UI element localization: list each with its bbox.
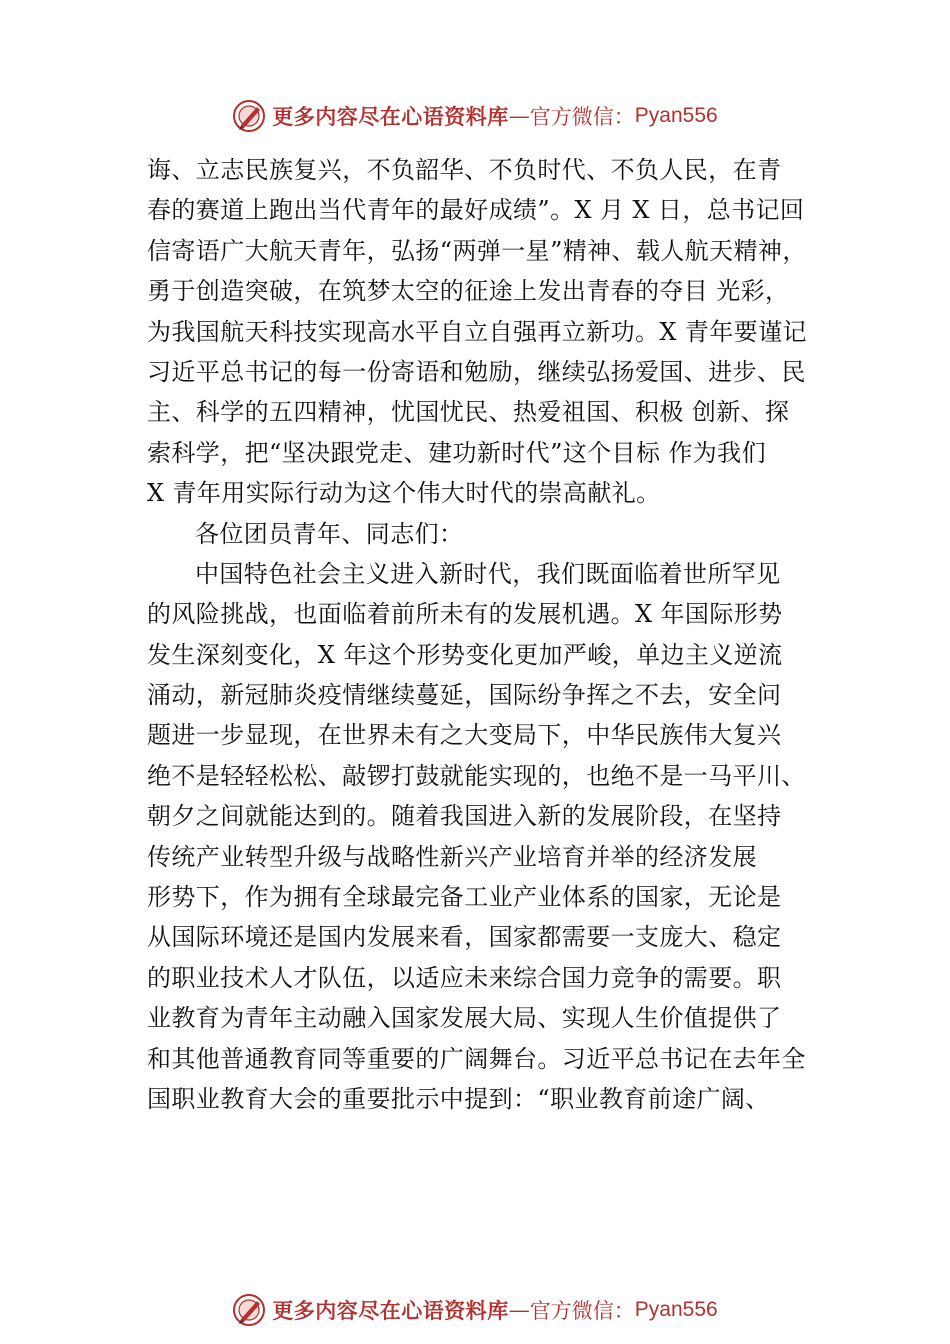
text-line: 发生深刻变化，X 年这个形势变化更加严峻，单边主义逆流 [147,640,783,669]
pen-seal-icon [232,99,266,133]
footer-brand-text: 更多内容尽在心语资料库 [272,1298,509,1323]
text-line: 绝不是轻轻松松、敲锣打鼓就能实现的，也绝不是一马平川、 [147,761,806,790]
footer-watermark [0,1290,950,1330]
text-line: 题进一步显现，在世界未有之大变局下，中华民族伟大复兴 [147,721,782,750]
text-line: 为我国航天科技实现高水平自立自强再立新功。X 青年要谨记 [147,317,807,346]
text-line: 勇于创造突破，在筑梦太空的征途上发出青春的夺目 光彩， [147,277,790,306]
header-wechat-id: Pyan556 [634,104,718,127]
header-dash: — [508,104,530,128]
text-line: 的职业技术人才队伍，以适应未来综合国力竞争的需要。职 [147,963,782,992]
text-line: 的风险挑战，也面临着前所未有的发展机遇。X 年国际形势 [147,600,783,629]
paragraph-start-line: 中国特色社会主义进入新时代，我们既面临着世所罕见 [195,559,781,588]
text-line: 业教育为青年主动融入国家发展大局、实现人生价值提供了 [147,1004,782,1033]
text-line: 传统产业转型升级与战略性新兴产业培育并举的经济发展 [147,842,757,871]
text-line: 主、科学的五四精神，忧国忧民、热爱祖国、积极 创新、探 [147,398,790,427]
text-line: 信寄语广大航天青年，弘扬“两弹一星”精神、载人航天精神， [147,236,807,265]
text-line: 形势下，作为拥有全球最完备工业产业体系的国家，无论是 [147,883,782,912]
header-wechat-label: 官方微信： [529,105,635,129]
text-line: 国职业教育大会的重要批示中提到：“职业教育前途广阔、 [147,1084,770,1113]
header-brand-text: 更多内容尽在心语资料库 [272,104,509,129]
text-line: 涌动，新冠肺炎疫情继续蔓延，国际纷争挥之不去，安全问 [147,681,782,710]
text-line: 和其他普通教育同等重要的广阔舞台。习近平总书记在去年全 [147,1044,806,1073]
document-body [147,150,847,1119]
text-line: X 青年用实际行动为这个伟大时代的崇高献礼。 [147,479,661,508]
text-line: 朝夕之间就能达到的。随着我国进入新的发展阶段，在坚持 [147,802,782,831]
header-watermark [0,96,950,136]
text-line: 从国际环境还是国内发展来看，国家都需要一支庞大、稳定 [147,923,782,952]
footer-wechat-label: 官方微信： [529,1299,635,1323]
text-line: 诲、立志民族复兴，不负韶华、不负时代、不负人民，在青 [147,156,782,184]
footer-dash: — [508,1298,530,1322]
footer-wechat-id: Pyan556 [634,1298,718,1321]
text-line: 习近平总书记的每一份寄语和勉励，继续弘扬爱国、进步、民 [147,357,806,386]
text-line: 春的赛道上跑出当代青年的最好成绩”。X 月 X 日，总书记回 [147,196,805,225]
text-line: 索科学，把“坚决跟党走、建功新时代”这个目标 作为我们 [147,438,766,467]
pen-seal-icon [232,1293,266,1327]
salutation-line: 各位团员青年、同志们： [195,519,464,548]
